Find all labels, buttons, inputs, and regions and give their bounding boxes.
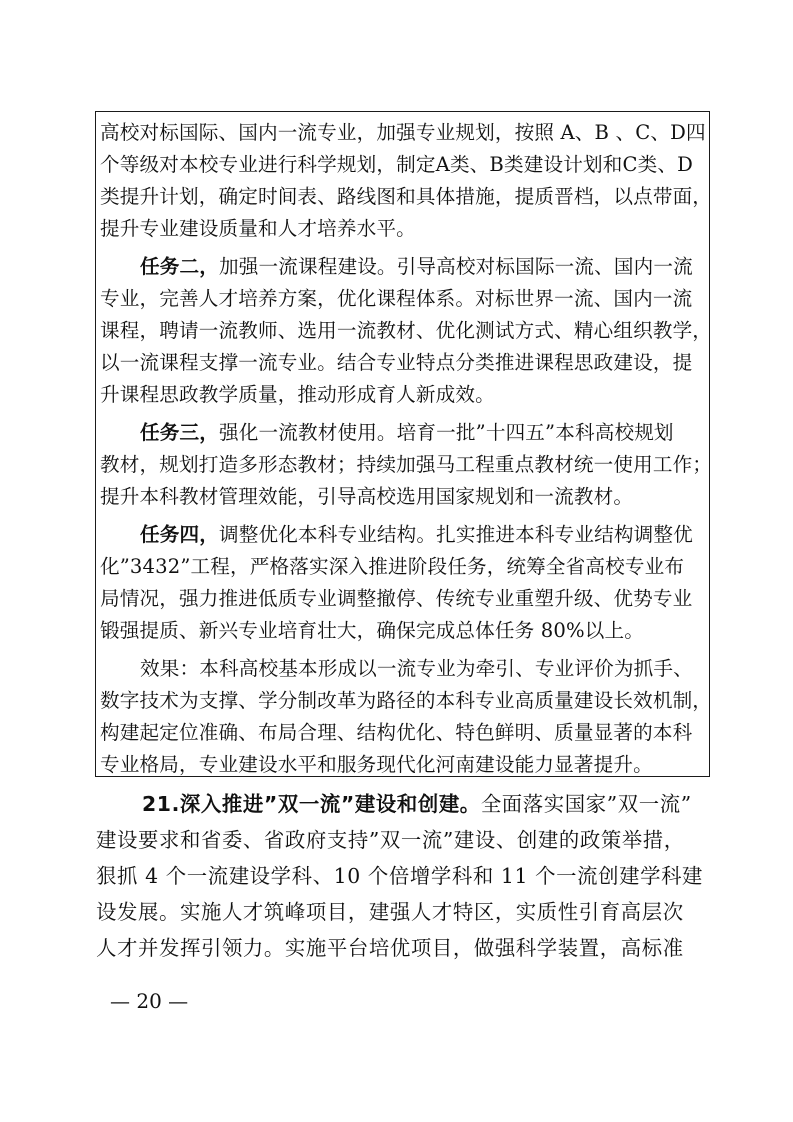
effect-line-1: 效果：本科高校基本形成以一流专业为牵引、专业评价为抓手、	[140, 657, 693, 680]
effect-line-2: 数字技术为支撑、学分制改革为路径的本科专业高质量建设长效机制，	[100, 689, 713, 712]
para1-line-2: 个等级对本校专业进行科学规划，制定A类、B类建设计划和C类、D	[100, 153, 693, 176]
task2-heading: 任务二，	[140, 255, 219, 278]
effect-line-3: 构建起定位准确、布局合理、结构优化、特色鲜明、质量显著的本科	[100, 721, 693, 744]
page-number: — 20 —	[110, 989, 189, 1013]
para1-line-4: 提升专业建设质量和人才培养水平。	[100, 217, 416, 240]
task2-line-3: 课程，聘请一流教师、选用一流教材、优化测试方式、精心组织教学，	[100, 319, 713, 342]
task3-first-line	[140, 420, 674, 446]
section21-line-4: 设发展。实施人才筑峰项目，建强人才特区，实质性引育高层次	[96, 900, 684, 924]
task4-first-line	[140, 522, 693, 548]
task4-line-2: 化”3432”工程，严格落实深入推进阶段任务，统筹全省高校专业布	[100, 555, 685, 578]
task2-line-4: 以一流课程支撑一流专业。结合专业特点分类推进课程思政建设，提	[100, 351, 693, 374]
task3-heading: 任务三，	[140, 421, 219, 444]
section21-line-2: 建设要求和省委、省政府支持”双一流”建设、创建的政策举措，	[96, 828, 685, 852]
task4-line-1: 调整优化本科专业结构。扎实推进本科专业结构调整优	[218, 523, 693, 546]
para1-line-1: 高校对标国际、国内一流专业，加强专业规划，按照 A、B 、C、D四	[100, 121, 706, 144]
section21-line-1: 全面落实国家”双一流”	[480, 792, 692, 816]
task4-line-3: 局情况，强力推进低质专业调整撤停、传统专业重塑升级、优势专业	[100, 587, 693, 610]
effect-line-4: 专业格局，专业建设水平和服务现代化河南建设能力显著提升。	[100, 753, 653, 776]
task2-line-2: 专业，完善人才培养方案，优化课程体系。对标世界一流、国内一流	[100, 287, 693, 310]
task3-line-3: 提升本科教材管理效能，引导高校选用国家规划和一流教材。	[100, 485, 634, 508]
task2-first-line	[140, 254, 693, 280]
task2-line-1: 加强一流课程建设。引导高校对标国际一流、国内一流	[218, 255, 693, 278]
section21-heading: 21.深入推进”双一流”建设和创建。	[142, 792, 481, 816]
section21-line-5: 人才并发挥引领力。实施平台培优项目，做强科学装置，高标准	[96, 936, 684, 960]
task3-line-1: 强化一流教材使用。培育一批”十四五”本科高校规划	[218, 421, 674, 444]
para1-line-3: 类提升计划，确定时间表、路线图和具体措施，提质晋档，以点带面，	[100, 185, 713, 208]
task3-line-2: 教材，规划打造多形态教材；持续加强马工程重点教材统一使用工作；	[100, 453, 713, 476]
section21-first-line	[142, 790, 692, 818]
section21-line-3: 狠抓 4 个一流建设学科、10 个倍增学科和 11 个一流创建学科建	[96, 864, 704, 888]
task4-heading: 任务四，	[140, 523, 219, 546]
task2-line-5: 升课程思政教学质量，推动形成育人新成效。	[100, 383, 495, 406]
task4-line-4: 锻强提质、新兴专业培育壮大，确保完成总体任务 80%以上。	[100, 619, 644, 642]
